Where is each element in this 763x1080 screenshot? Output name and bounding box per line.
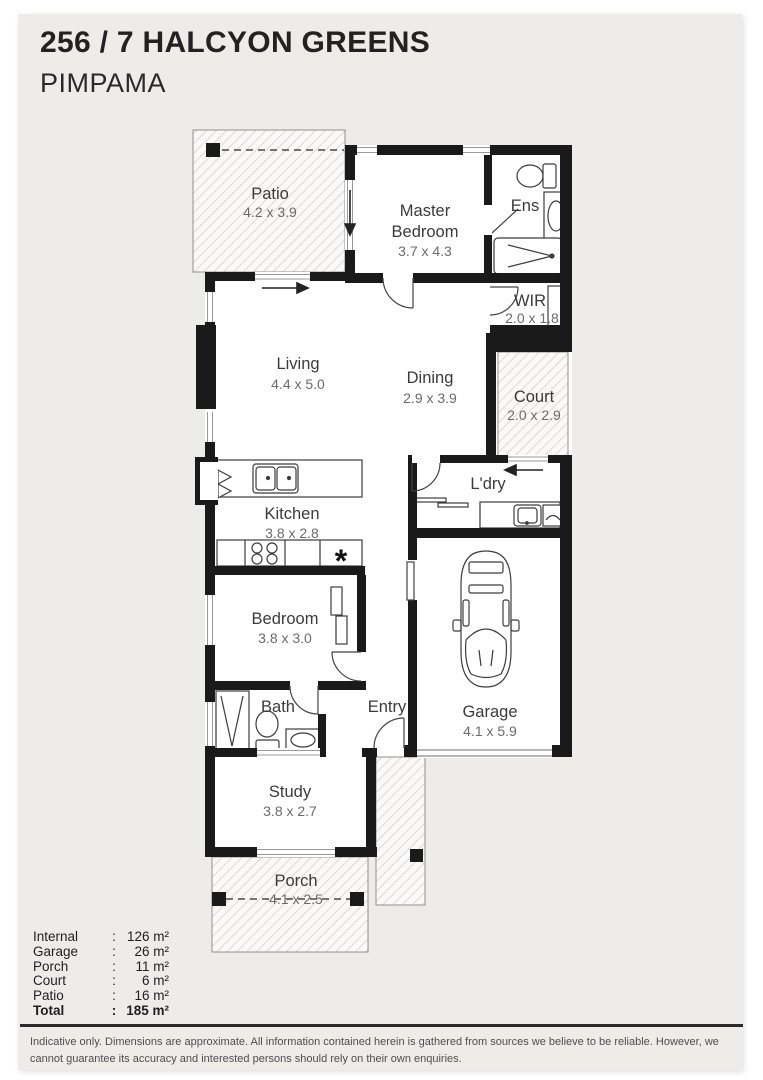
bath-label: Bath <box>261 698 295 716</box>
window-v <box>205 292 215 322</box>
master-label-1: Master <box>399 202 451 220</box>
bedroom-label: Bedroom <box>251 610 319 628</box>
kitchen-island <box>217 460 362 497</box>
footer-divider <box>20 1024 743 1027</box>
laundry-label: L'dry <box>470 475 506 493</box>
garage-internal-door <box>407 562 414 600</box>
porch-post-right <box>350 892 364 906</box>
living-label: Living <box>276 355 320 373</box>
patio-post <box>206 143 220 157</box>
window-v <box>205 595 215 645</box>
driveway-path-area <box>376 757 425 905</box>
patio-label: Patio <box>251 185 289 203</box>
study-label: Study <box>268 783 312 801</box>
master-dims: 3.7 x 4.3 <box>398 243 452 259</box>
bedroom-dims: 3.8 x 3.0 <box>258 630 312 646</box>
area-row-total: Total : 185 m² <box>33 1002 169 1018</box>
fridge-nook <box>200 462 218 500</box>
bath-shower-icon <box>216 691 249 752</box>
porch-dims: 4.1 x 2.5 <box>269 891 323 907</box>
address-title: 256 / 7 HALCYON GREENS <box>40 26 431 59</box>
wir-label: WIR <box>513 292 547 310</box>
area-row: Court : 6 m² <box>33 973 169 989</box>
bath-toilet-icon <box>256 711 279 753</box>
dining-label: Dining <box>406 369 454 387</box>
area-row: Internal : 126 m² <box>33 929 169 944</box>
dining-dims: 2.9 x 3.9 <box>403 390 457 406</box>
garage-label: Garage <box>462 703 518 721</box>
master-label-2: Bedroom <box>391 223 459 241</box>
area-row: Garage : 26 m² <box>33 943 169 959</box>
ens-label: Ens <box>510 197 540 215</box>
porch-label: Porch <box>274 872 318 890</box>
suburb-title: PIMPAMA <box>40 68 167 98</box>
area-schedule <box>33 930 169 1019</box>
court-label: Court <box>513 388 555 406</box>
porch-post-left <box>212 892 226 906</box>
entry-label: Entry <box>367 698 407 716</box>
court-dims: 2.0 x 2.9 <box>507 407 561 423</box>
porch-post-rear <box>410 849 423 862</box>
study-pocket-slider <box>257 748 320 757</box>
patio-dims: 4.2 x 3.9 <box>243 204 297 220</box>
window-h <box>357 145 377 155</box>
garage-door <box>417 747 552 758</box>
kitchen-label: Kitchen <box>264 505 320 523</box>
toilet-icon <box>517 164 556 188</box>
study-dims: 3.8 x 2.7 <box>263 803 317 819</box>
shower-icon <box>494 238 562 274</box>
living-dims: 4.4 x 5.0 <box>271 376 325 392</box>
area-row: Porch : 11 m² <box>33 958 169 974</box>
garage-dims: 4.1 x 5.9 <box>463 723 517 739</box>
window-h <box>463 145 490 155</box>
pantry-symbol: * <box>334 543 348 579</box>
kitchen-dims: 3.8 x 2.8 <box>265 525 319 541</box>
study-window <box>257 847 335 857</box>
disclaimer-text: Indicative only. Dimensions are approximate. All information contained herein is gathered from sources we believe to be reliable. However, we cannot guarantee its accuracy and interested persons should rely on their own enquiries. <box>30 1036 719 1065</box>
court-slider <box>508 455 548 463</box>
living-slider <box>255 272 310 281</box>
area-row: Patio : 16 m² <box>33 988 169 1004</box>
wir-dims: 2.0 x 1.8 <box>505 310 559 326</box>
window-v <box>205 412 215 442</box>
window-v <box>205 702 215 746</box>
